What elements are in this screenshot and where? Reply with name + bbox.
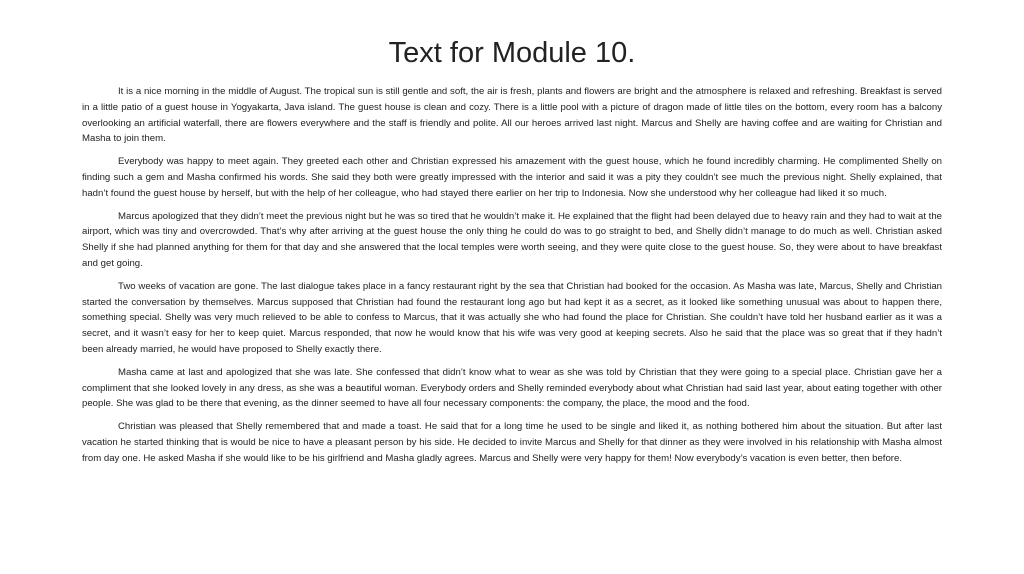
paragraph-2: Everybody was happy to meet again. They greeted each other and Christian expressed his amazement with the guest house, which he found incredibly charming. He complimented Shelly on finding such a gem and Masha confirmed his words. She said they both were greatly impressed with the interior and said it was a pity they couldn’t see much the previous night. Shelly explained, that hadn’t found the guest house by herself, but with the help of her colleague, who had stayed there earlier on her trip to Indonesia. Now she understood why her colleague had liked it so much. <box>82 156 942 199</box>
paragraph-1: It is a nice morning in the middle of August. The tropical sun is still gentle and soft, the air is fresh, plants and flowers are bright and the atmosphere is relaxed and refreshing. Breakfast is served in a little patio of a guest house in Yogyakarta, Java island. The guest house is clean and cozy. There is a little pool with a picture of dragon made of little tiles on the bottom, every room has a balcony overlooking an artificial waterfall, there are flowers everywhere and the staff is friendly and polite. All our heroes arrived last night. Marcus and Shelly are having coffee and are waiting for Christian and Masha to join them. <box>82 86 942 145</box>
paragraph-3: Marcus apologized that they didn’t meet the previous night but he was so tired that he wouldn’t make it. He explained that the flight had been delayed due to heavy rain and they had to wait at the airport, which was tiny and overcrowded. That’s why after arriving at the guest house the only thing he could do was to go straight to bed, and Shelly didn’t manage to do much as well. Christian asked Shelly if she had planned anything for them for that day and she answered that the local temples were worth seeing, and they were quite close to the guest house. So, they were about to have breakfast and get going. <box>82 210 942 269</box>
page-title: Text for Module 10. <box>388 37 636 69</box>
paragraph-4: Two weeks of vacation are gone. The last dialogue takes place in a fancy restaurant right by the sea that Christian had booked for the occasion. As Masha was late, Marcus, Shelly and Christian started the conversation by themselves. Marcus supposed that Christian had found the restaurant long ago but had kept it as a secret, as it looked like something unusual was about to happen there, something special. Shelly was very much relieved to be able to confess to Marcus, that it was actually she who had found the place for Christian. She couldn’t have told her husband earlier as it was a secret, and it wasn’t easy for her to keep quiet. Marcus responded, that now he would know that his wife was very good at keeping secrets. Also he said that the place was so great that if they hadn’t been already married, he would have proposed to Shelly exactly there. <box>82 280 942 355</box>
text-body <box>82 84 942 467</box>
paragraph-5: Masha came at last and apologized that she was late. She confessed that didn’t know what to wear as she was told by Christian that they were going to a special place. Christian gave her a compliment that she looked lovely in any dress, as she was a beautiful woman. Everybody orders and Shelly reminded everybody about what Christian had said last year, about eating together with other people. She was glad to be there that evening, as the dinner seemed to have all four necessary components: the company, the place, the mood and the food. <box>82 366 942 410</box>
paragraph-6: Christian was pleased that Shelly remembered that and made a toast. He said that for a long time he used to be single and liked it, as nothing bothered him about the situation. But after last vacation he started thinking that is would be nice to have a pleasant person by his side. He decided to invite Marcus and Shelly for that dinner as they were involved in his relationship with Masha almost from day one. He asked Masha if she would like to be his girlfriend and Masha gladly agrees. Marcus and Shelly were very happy for them! Now everybody’s vacation is even better, then before. <box>82 421 942 464</box>
